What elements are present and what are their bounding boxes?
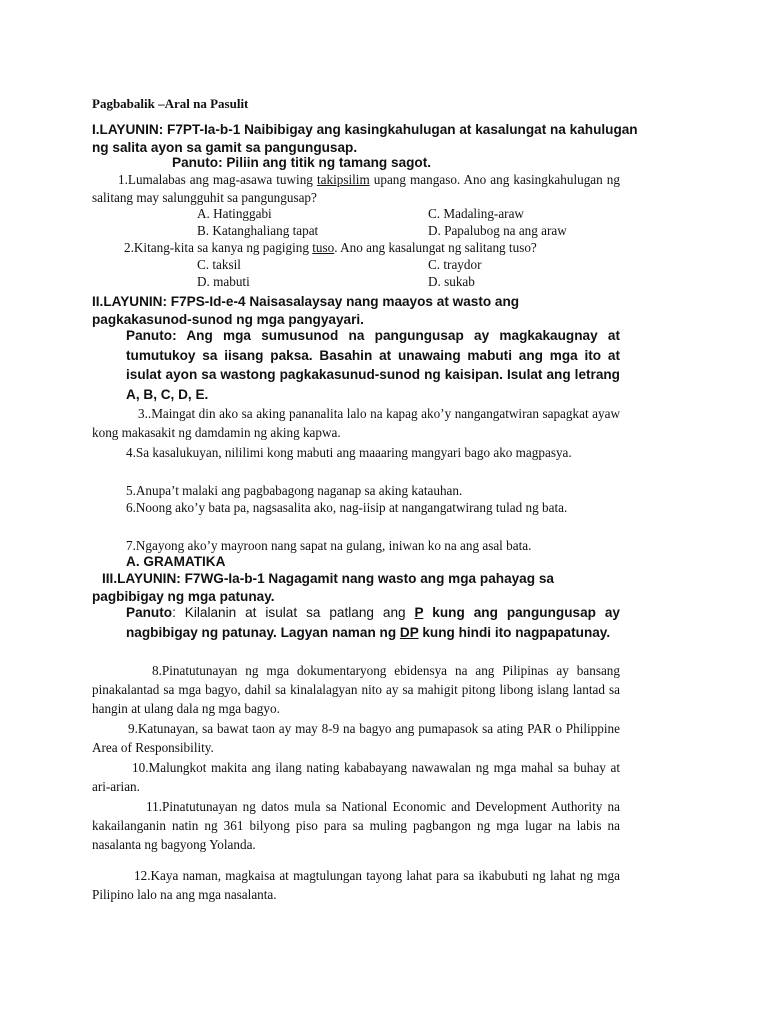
section3-item-11: 11.Pinatutunayan ng datos mula sa National Economic and Development Authority na kakailanganin natin ng 361 bilyong piso para sa muling pagbangon ng mga lugar na labis na nasalanta ng bagyong Yolanda. — [92, 799, 620, 852]
q2-option-2: C. traydor — [428, 257, 482, 272]
question-2-text-before: 2.Kitang-kita sa kanya ng pagiging — [124, 240, 313, 255]
question-2-underlined-word: tuso — [312, 240, 335, 255]
document-title: Pagbabalik –Aral na Pasulit — [92, 96, 249, 111]
question-1-text-before: 1.Lumalabas ang mag-asawa tuwing — [118, 172, 317, 187]
q1-option-b: B. Katanghaliang tapat — [197, 223, 319, 238]
section3-panuto-colon: : Kilalanin at isulat sa patlang ang — [172, 605, 415, 620]
question-2-text-after: . Ano ang kasalungat ng salitang tuso? — [334, 240, 537, 255]
section3-panuto-label: Panuto — [126, 605, 173, 620]
q2-option-4: D. sukab — [428, 274, 475, 289]
section3-panuto — [126, 603, 620, 643]
section2-item-4: 4.Sa kasalukuyan, nililimi kong mabuti ang maaaring mangyari bago ako magpasya. — [126, 445, 572, 460]
section2-item-6: 6.Noong ako’y bata pa, nagsasalita ako, nag-iisip at nangangatwirang tulad ng bata. — [126, 500, 568, 515]
section3-panuto-dp-code: DP — [399, 625, 419, 640]
section2-item-7: 7.Ngayong ako’y mayroon nang sapat na gulang, iniwan ko na ang asal bata. — [126, 538, 532, 553]
q2-option-3: D. mabuti — [197, 274, 250, 289]
question-1-underlined-word: takipsilim — [316, 172, 370, 187]
section2-panuto: Panuto: Ang mga sumusunod na pangungusap ay magkakaugnay at tumutukoy sa iisang paksa. Basahin at unawaing mabuti ang mga ito at isulat ayon sa wastong pagkakasunud-sunod ng kaisipan. Isulat ang letrang A, B, C, D, E. — [126, 328, 620, 402]
gramatika-heading: A. GRAMATIKA — [126, 554, 226, 569]
question-2 — [124, 238, 624, 257]
section3-panuto-text-end: kung hindi ito nagpapatunay. — [418, 625, 611, 640]
section1-panuto: Panuto: Piliin ang titik ng tamang sagot. — [172, 155, 432, 170]
section3-item-8: 8.Pinatutunayan ng mga dokumentaryong ebidensya na ang Pilipinas ay bansang pinakalantad sa mga bagyo, dahil sa kinalalagyan nito ay sa mahigit pitong libong islang lantad sa hangin at ulang dala ng mga bagyo. — [92, 663, 620, 716]
q2-option-1: C. taksil — [197, 257, 241, 272]
section3-item-12: 12.Kaya naman, magkaisa at magtulungan tayong lahat para sa ikabubuti ng lahat ng mga Pilipino lalo na ang mga nasalanta. — [92, 868, 620, 902]
section2-item-3: 3..Maingat din ako sa aking pananalita lalo na kapag ako’y nangangatwiran sapagkat ayaw kong makasakit ng damdamin ng aking kapwa. — [92, 406, 620, 440]
question-1 — [92, 171, 620, 206]
q1-option-a: A. Hatinggabi — [197, 206, 272, 221]
section3-item-9: 9.Katunayan, sa bawat taon ay may 8-9 na bagyo ang pumapasok sa ating PAR o Philippine Area of Responsibility. — [92, 721, 620, 755]
section1-layunin: I.LAYUNIN: F7PT-Ia-b-1 Naibibigay ang kasingkahulugan at kasalungat na kahulugan ng salita ayon sa gamit sa pangungusap. — [92, 122, 638, 155]
question-1-text-after: upang mangaso. Ano ang kasingkahulugan ng salitang may salungguhit sa pangungusap? — [92, 172, 620, 205]
section3-layunin: III.LAYUNIN: F7WG-Ia-b-1 Nagagamit nang wasto ang mga pahayag sa pagbibigay ng mga patunay. — [92, 571, 554, 604]
section3-item-10: 10.Malungkot makita ang ilang nating kababayang nawawalan ng mga mahal sa buhay at ari-arian. — [92, 760, 620, 794]
q1-option-c: C. Madaling-araw — [428, 206, 524, 221]
section3-panuto-p-code: P — [414, 605, 424, 620]
section3-panuto-text-mid: kung ang pangungusap ay nagbibigay ng patunay. Lagyan naman ng — [126, 605, 620, 640]
section2-item-5: 5.Anupa’t malaki ang pagbabagong naganap sa aking katauhan. — [126, 483, 463, 498]
q1-option-d: D. Papalubog na ang araw — [428, 223, 567, 238]
section2-layunin: II.LAYUNIN: F7PS-Id-e-4 Naisasalaysay nang maayos at wasto ang pagkakasunod-sunod ng mga pangyayari. — [92, 294, 520, 327]
